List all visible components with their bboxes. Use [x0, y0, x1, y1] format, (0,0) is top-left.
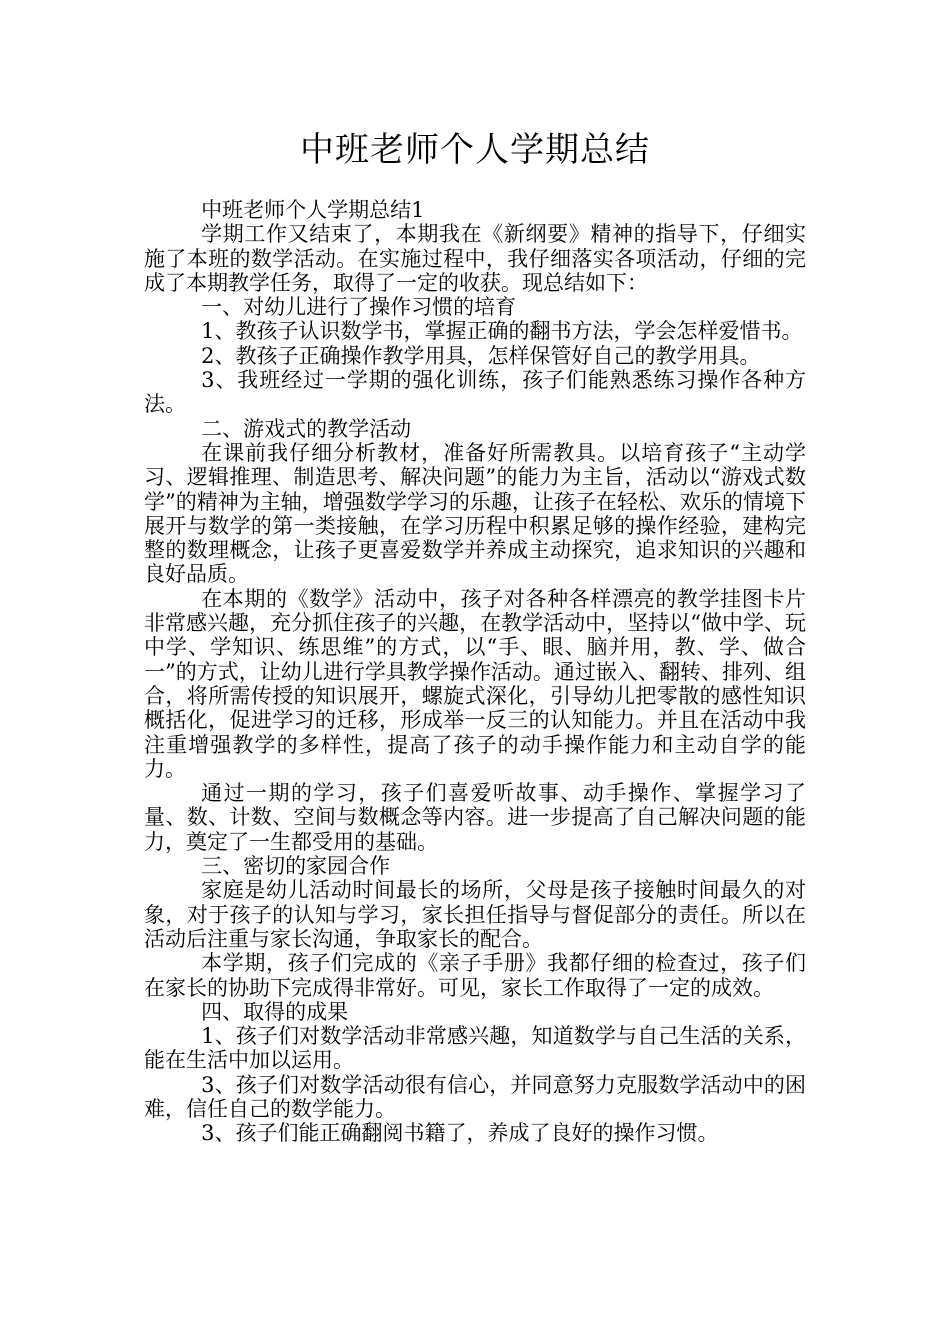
- paragraph: 通过一期的学习，孩子们喜爱听故事、动手操作、掌握学习了量、数、计数、空间与数概念等内容。进一步提高了自己解决问题的能力，奠定了一生都受用的基础。: [144, 781, 806, 854]
- document-page: [144, 124, 806, 1146]
- paragraph: 3、我班经过一学期的强化训练，孩子们能熟悉练习操作各种方法。: [144, 368, 806, 417]
- paragraph: 1、孩子们对数学活动非常感兴趣，知道数学与自己生活的关系，能在生活中加以运用。: [144, 1024, 806, 1073]
- paragraph: 3、孩子们能正确翻阅书籍了，养成了良好的操作习惯。: [201, 1121, 719, 1146]
- section-heading: 中班老师个人学期总结1: [201, 198, 425, 222]
- paragraph: 1、教孩子认识数学书，掌握正确的翻书方法，学会怎样爱惜书。: [201, 319, 803, 344]
- paragraph: 本学期，孩子们完成的《亲子手册》我都仔细的检查过，孩子们在家长的协助下完成得非常好。可见，家长工作取得了一定的成效。: [144, 951, 806, 1000]
- section-heading: 一、对幼儿进行了操作习惯的培育: [201, 295, 517, 320]
- paragraph: 3、孩子们对数学活动很有信心，并同意努力克服数学活动中的困难，信任自己的数学能力。: [144, 1072, 806, 1121]
- paragraph: 在课前我仔细分析教材，准备好所需教具。以培育孩子“主动学习、逻辑推理、制造思考、解决问题”的能力为主旨，活动以“游戏式数学”的精神为主轴，增强数学学习的乐趣，让孩子在轻松、欢乐的情境下展开与数学的第一类接触，在学习历程中积累足够的操作经验，建构完整的数理概念，让孩子更喜爱数学并养成主动探究，追求知识的兴趣和良好品质。: [144, 440, 806, 587]
- paragraph: 家庭是幼儿活动时间最长的场所，父母是孩子接触时间最久的对象，对于孩子的认知与学习，家长担任指导与督促部分的责任。所以在活动后注重与家长沟通，争取家长的配合。: [144, 878, 806, 951]
- paragraph: 学期工作又结束了，本期我在《新纲要》精神的指导下，仔细实施了本班的数学活动。在实施过程中，我仔细落实各项活动，仔细的完成了本期教学任务，取得了一定的收获。现总结如下：: [144, 222, 806, 295]
- section-heading: 四、取得的成果: [201, 999, 349, 1024]
- document-title: 中班老师个人学期总结: [300, 130, 650, 170]
- section-heading: 二、游戏式的教学活动: [201, 416, 412, 441]
- document-body: [144, 198, 806, 1146]
- paragraph: 2、教孩子正确操作教学用具，怎样保管好自己的教学用具。: [201, 343, 761, 368]
- section-heading: 三、密切的家园合作: [201, 854, 391, 879]
- paragraph: 在本期的《数学》活动中，孩子对各种各样漂亮的教学挂图卡片非常感兴趣，充分抓住孩子的兴趣，在教学活动中，坚持以“做中学、玩中学、学知识、练思维”的方式，以“手、眼、脑并用，教、学、做合一”的方式，让幼儿进行学具教学操作活动。通过嵌入、翻转、排列、组合，将所需传授的知识展开，螺旋式深化，引导幼儿把零散的感性知识概括化，促进学习的迁移，形成举一反三的认知能力。并且在活动中我注重增强教学的多样性，提高了孩子的动手操作能力和主动自学的能力。: [144, 586, 806, 781]
